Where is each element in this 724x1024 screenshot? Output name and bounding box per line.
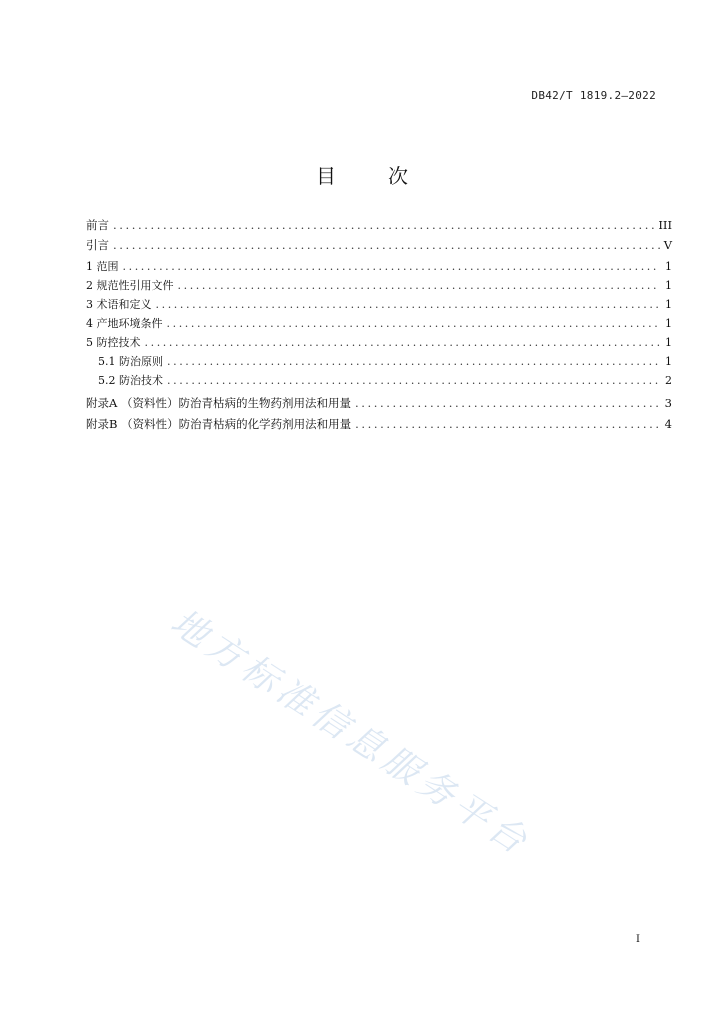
toc-page: 2 [665,374,672,387]
toc-leader [123,260,661,274]
page-number: I [636,934,640,945]
toc-leader [113,238,660,252]
toc-entry-appendix-b[interactable] [86,417,672,431]
toc-label: 5 防控技术 [86,336,141,349]
toc-entry-scope[interactable] [86,260,672,274]
toc-entry-foreword[interactable] [86,218,672,232]
toc-page: V [663,238,672,252]
toc-leader [355,417,660,431]
toc-leader [156,298,661,312]
toc-page: 4 [664,417,672,431]
toc-label: 附录B （资料性）防治青枯病的化学药剂用法和用量 [86,417,352,431]
toc-leader [113,218,654,232]
toc-entry-control-principle[interactable] [86,355,672,369]
toc-label: 5.1 防治原则 [98,355,163,368]
toc-label: 1 范围 [86,260,119,273]
toc-entry-environment[interactable] [86,317,672,331]
toc-entry-normative-references[interactable] [86,279,672,293]
toc-page: III [658,218,672,232]
title-char-2: 次 [388,164,408,188]
toc-leader [355,396,660,410]
title-char-1: 目 [316,164,336,188]
toc-leader [167,374,660,388]
toc-entry-introduction[interactable] [86,238,672,252]
toc-leader [167,317,661,331]
toc-page: 1 [665,317,672,330]
toc-label: 附录A （资料性）防治青枯病的生物药剂用法和用量 [86,396,351,410]
toc-label: 5.2 防治技术 [98,374,163,387]
watermark: 地方标准信息服务平台 [163,601,538,865]
toc-label: 前言 [86,218,109,232]
toc-label: 引言 [86,238,109,252]
toc-label: 4 产地环境条件 [86,317,163,330]
toc-leader [167,355,660,369]
toc-page: 1 [665,279,672,292]
document-code: DB42/T 1819.2—2022 [531,89,656,102]
toc-entry-control-technology[interactable] [86,336,672,350]
toc-leader [178,279,661,293]
toc-label: 2 规范性引用文件 [86,279,174,292]
toc-label: 3 术语和定义 [86,298,152,311]
toc-page: 1 [665,336,672,349]
toc-entry-appendix-a[interactable] [86,396,672,410]
toc-page: 1 [665,260,672,273]
toc-page: 1 [665,298,672,311]
toc-page: 1 [665,355,672,368]
toc-entry-control-techniques[interactable] [86,374,672,388]
table-of-contents [86,218,672,431]
toc-leader [145,336,661,350]
toc-entry-terms-definitions[interactable] [86,298,672,312]
page-title [0,160,724,189]
toc-page: 3 [664,396,672,410]
